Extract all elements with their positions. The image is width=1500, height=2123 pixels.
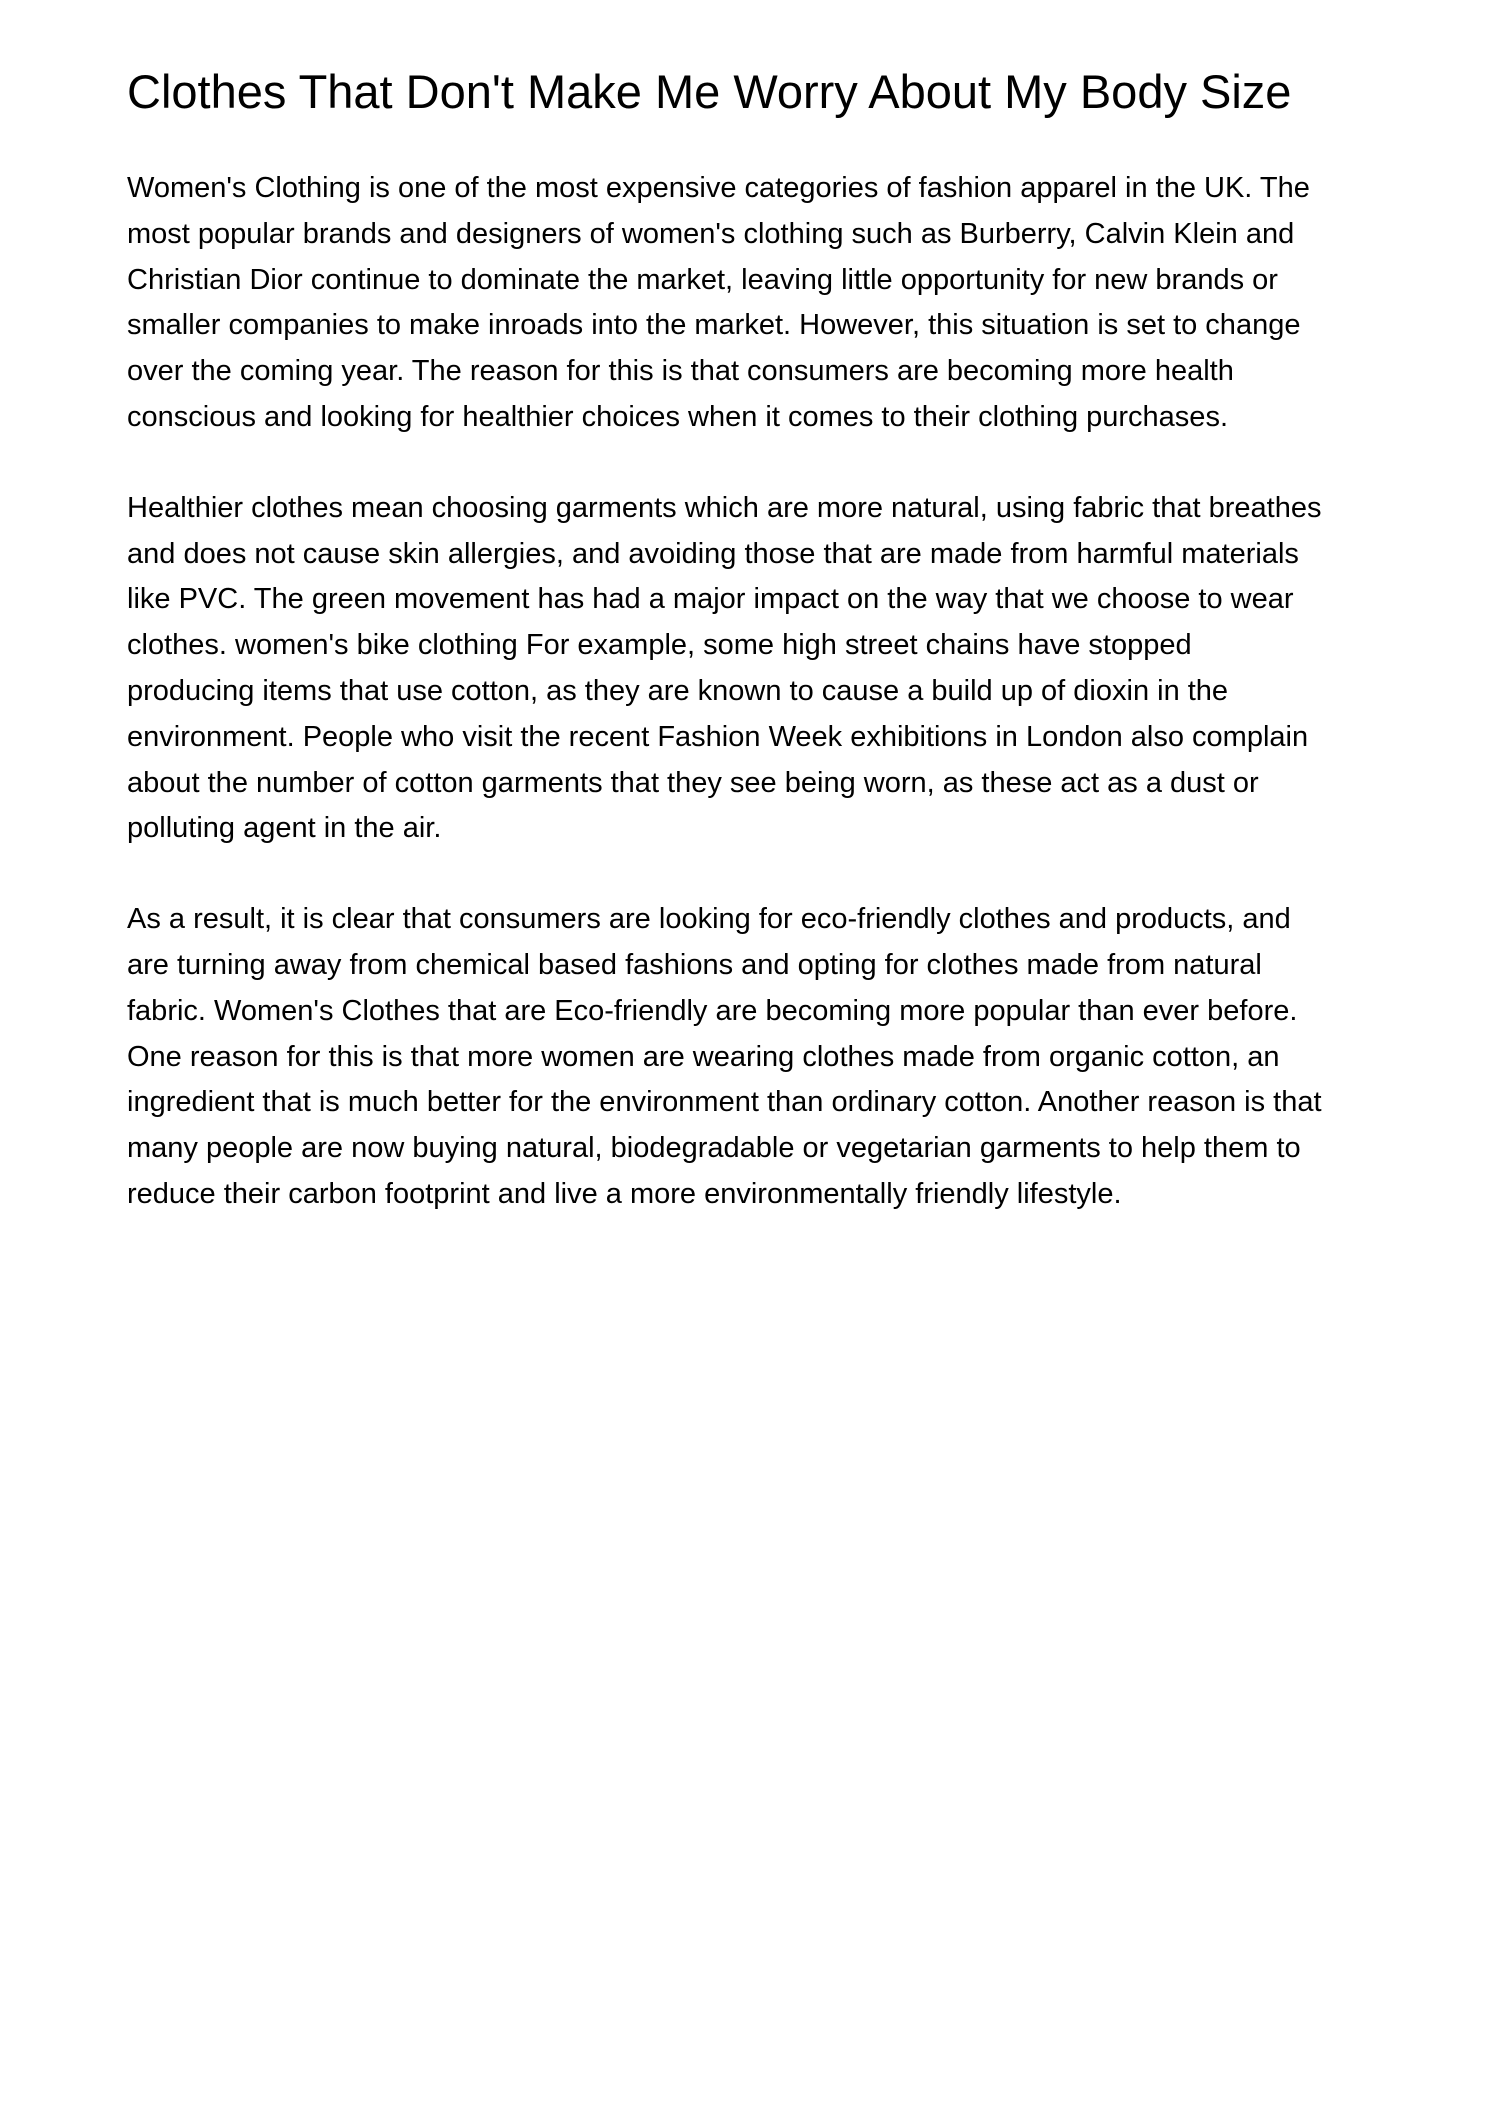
paragraph-line: polluting agent in the air. (127, 812, 442, 845)
paragraph-line: Women's Clothing is one of the most expensive categories of fashion apparel in the UK. The (127, 172, 1310, 204)
paragraph-line: producing items that use cotton, as they are known to cause a build up of dioxin in the (127, 674, 1229, 707)
paragraph-2 (127, 486, 1391, 852)
paragraph-line: One reason for this is that more women are wearing clothes made from organic cotton, an (127, 1040, 1280, 1073)
paragraph-line: fabric. Women's Clothes that are Eco-friendly are becoming more popular than ever before. (127, 994, 1298, 1027)
article-body (127, 166, 1391, 1263)
paragraph-3 (127, 897, 1391, 1218)
paragraph-line: and does not cause skin allergies, and avoiding those that are made from harmful materials (127, 537, 1299, 570)
paragraph-line: reduce their carbon footprint and live a more environmentally friendly lifestyle. (127, 1177, 1122, 1210)
paragraph-line: Christian Dior continue to dominate the market, leaving little opportunity for new brands or (127, 263, 1278, 296)
paragraph-line: conscious and looking for healthier choices when it comes to their clothing purchases. (127, 400, 1228, 433)
paragraph-line: smaller companies to make inroads into the market. However, this situation is set to change (127, 309, 1301, 342)
paragraph-line: ingredient that is much better for the environment than ordinary cotton. Another reason is that (127, 1086, 1322, 1119)
page-title: Clothes That Don't Make Me Worry About My Body Size (127, 65, 1292, 118)
paragraph-line: over the coming year. The reason for this is that consumers are becoming more health (127, 355, 1234, 388)
paragraph-line: environment. People who visit the recent Fashion Week exhibitions in London also complain (127, 720, 1309, 753)
paragraph-line: are turning away from chemical based fashions and opting for clothes made from natural (127, 948, 1262, 981)
paragraph-1 (127, 166, 1391, 441)
paragraph-line: many people are now buying natural, biodegradable or vegetarian garments to help them to (127, 1132, 1301, 1165)
paragraph-line: Healthier clothes mean choosing garments which are more natural, using fabric that breathes (127, 491, 1322, 524)
paragraph-line: most popular brands and designers of women's clothing such as Burberry, Calvin Klein and (127, 217, 1295, 250)
paragraph-line: like PVC. The green movement has had a major impact on the way that we choose to wear (127, 583, 1294, 616)
paragraph-line: about the number of cotton garments that they see being worn, as these act as a dust or (127, 766, 1259, 799)
paragraph-line: clothes. women's bike clothing For example, some high street chains have stopped (127, 629, 1192, 662)
paragraph-line: As a result, it is clear that consumers are looking for eco-friendly clothes and products, and (127, 903, 1291, 936)
